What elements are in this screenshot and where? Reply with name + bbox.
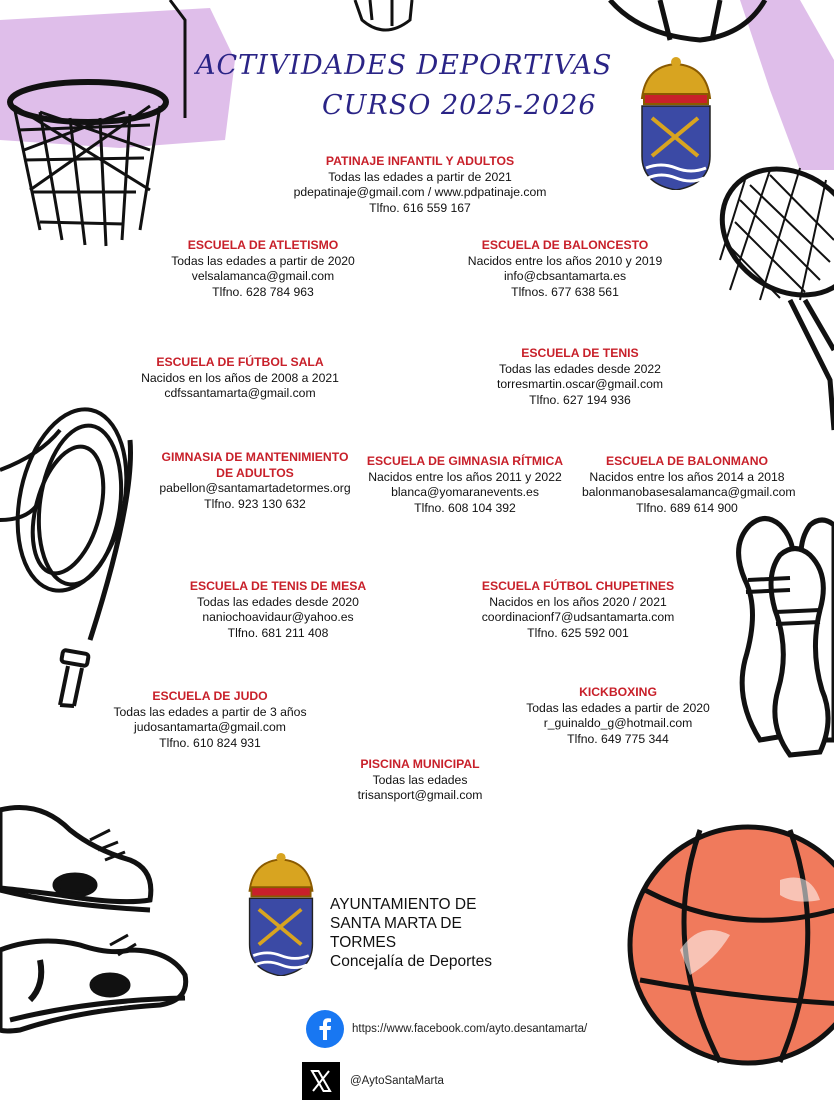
activity-heading: ESCUELA DE GIMNASIA RÍTMICA xyxy=(366,454,564,468)
tennis-racket-icon xyxy=(698,143,834,430)
activity-detail: Nacidos entre los años 2014 a 2018 xyxy=(589,469,785,484)
shuttlecock-icon xyxy=(355,0,412,30)
activity-email: torresmartin.oscar@gmail.com xyxy=(496,377,664,391)
activity-heading: KICKBOXING xyxy=(579,685,657,699)
ayuntamiento-line-3: TORMES xyxy=(330,934,397,951)
activity-detail: Todas las edades desde 2020 xyxy=(197,594,359,609)
activity-detail: Todas las edades a partir de 3 años xyxy=(113,704,307,719)
sneakers-icon xyxy=(0,808,186,1032)
activity-atletismo xyxy=(143,238,383,300)
top-ball-icon xyxy=(610,0,765,40)
activity-phone: Tlfno. 628 784 963 xyxy=(212,284,314,299)
x-logo-icon[interactable] xyxy=(302,1062,340,1100)
activity-futbol-chupetines xyxy=(458,579,698,641)
activity-detail: Todas las edades xyxy=(372,772,468,787)
activity-heading: ESCUELA DE BALONMANO xyxy=(605,454,769,468)
activity-detail: Todas las edades a partir de 2020 xyxy=(526,700,710,715)
activity-judo xyxy=(90,689,330,751)
title-line-1: ACTIVIDADES DEPORTIVAS xyxy=(196,50,613,81)
ayuntamiento-line-2: SANTA MARTA DE xyxy=(330,915,462,932)
activity-kickboxing xyxy=(498,685,738,747)
activity-balonmano xyxy=(582,454,796,516)
activity-detail: Nacidos entre los años 2010 y 2019 xyxy=(467,253,663,268)
activity-gimnasia-ritmica xyxy=(350,454,580,516)
activity-baloncesto xyxy=(445,238,685,300)
basketball-icon xyxy=(630,827,834,1063)
activity-detail: Nacidos en los años de 2008 a 2021 xyxy=(141,370,339,385)
activity-email: r_guinaldo_g@hotmail.com xyxy=(543,716,693,730)
activity-heading: PATINAJE INFANTIL Y ADULTOS xyxy=(325,154,515,168)
bowling-pins-icon xyxy=(739,519,834,756)
concejalia-line: Concejalía de Deportes xyxy=(330,953,492,970)
activity-tenis xyxy=(460,346,700,408)
activity-detail: Todas las edades desde 2022 xyxy=(499,361,661,376)
activity-heading: PISCINA MUNICIPAL xyxy=(360,757,480,771)
facebook-link[interactable]: https://www.facebook.com/ayto.desantamarta/ xyxy=(352,1023,588,1035)
activity-email: cdfssantamarta@gmail.com xyxy=(164,386,316,400)
activity-detail: Nacidos entre los años 2011 y 2022 xyxy=(368,469,562,484)
ayuntamiento-line-1: AYUNTAMIENTO DE xyxy=(330,896,477,913)
activity-phone: Tlfno. 608 104 392 xyxy=(414,500,516,515)
activity-email: judosantamarta@gmail.com xyxy=(134,720,286,734)
activity-heading-line-2: DE ADULTOS xyxy=(216,465,294,480)
activity-heading: ESCUELA DE BALONCESTO xyxy=(481,238,649,252)
activity-heading: ESCUELA DE JUDO xyxy=(152,689,268,703)
activity-phone: Tlfno. 923 130 632 xyxy=(204,496,306,511)
activity-heading: ESCUELA DE TENIS DE MESA xyxy=(189,579,367,593)
activity-heading: ESCUELA FÚTBOL CHUPETINES xyxy=(481,579,675,593)
ayuntamiento-block xyxy=(330,895,492,971)
activity-heading: ESCUELA DE TENIS xyxy=(521,346,639,360)
activity-email: velsalamanca@gmail.com xyxy=(191,269,335,283)
activity-heading: GIMNASIA DE MANTENIMIENTO xyxy=(161,450,349,464)
activity-detail: Todas las edades a partir de 2020 xyxy=(171,253,355,268)
activity-email: naniochoavidaur@yahoo.es xyxy=(202,610,354,624)
activity-tenis-mesa xyxy=(158,579,398,641)
facebook-icon[interactable] xyxy=(306,1010,344,1048)
activity-email: pabellon@santamartadetormes.org xyxy=(159,481,351,495)
activity-heading: ESCUELA DE ATLETISMO xyxy=(187,238,339,252)
activity-futbol-sala xyxy=(120,355,360,402)
activity-email: coordinacionf7@udsantamarta.com xyxy=(481,610,675,624)
activity-phone: Tlfnos. 677 638 561 xyxy=(511,284,619,299)
activity-phone: Tlfno. 610 824 931 xyxy=(159,735,261,750)
activity-phone: Tlfno. 681 211 408 xyxy=(227,625,329,640)
coat-of-arms-icon xyxy=(636,56,716,190)
activity-detail: Todas las edades a partir de 2021 xyxy=(328,169,512,184)
activity-phone: Tlfno. 649 775 344 xyxy=(567,731,669,746)
jump-rope-icon xyxy=(0,399,142,706)
x-handle[interactable]: @AytoSantaMarta xyxy=(350,1075,444,1087)
activity-email: blanca@yomaranevents.es xyxy=(391,485,539,499)
activity-piscina xyxy=(310,757,530,804)
coat-of-arms-icon xyxy=(244,852,318,976)
activity-patinaje xyxy=(250,154,590,216)
activity-detail: Nacidos en los años 2020 / 2021 xyxy=(489,594,667,609)
activity-email: pdepatinaje@gmail.com / www.pdpatinaje.com xyxy=(293,185,547,199)
activity-phone: Tlfno. 616 559 167 xyxy=(369,200,471,215)
activity-heading: ESCUELA DE FÚTBOL SALA xyxy=(156,355,324,369)
activity-email: balonmanobasesalamanca@gmail.com xyxy=(582,485,796,499)
activity-gimnasia-mantenimiento xyxy=(130,450,380,512)
activity-phone: Tlfno. 627 194 936 xyxy=(529,392,631,407)
activity-phone: Tlfno. 625 592 001 xyxy=(527,625,629,640)
title-line-2: CURSO 2025-2026 xyxy=(322,90,597,121)
activity-email: info@cbsantamarta.es xyxy=(503,269,627,283)
activity-phone: Tlfno. 689 614 900 xyxy=(636,500,738,515)
activity-email: trisansport@gmail.com xyxy=(357,788,483,802)
